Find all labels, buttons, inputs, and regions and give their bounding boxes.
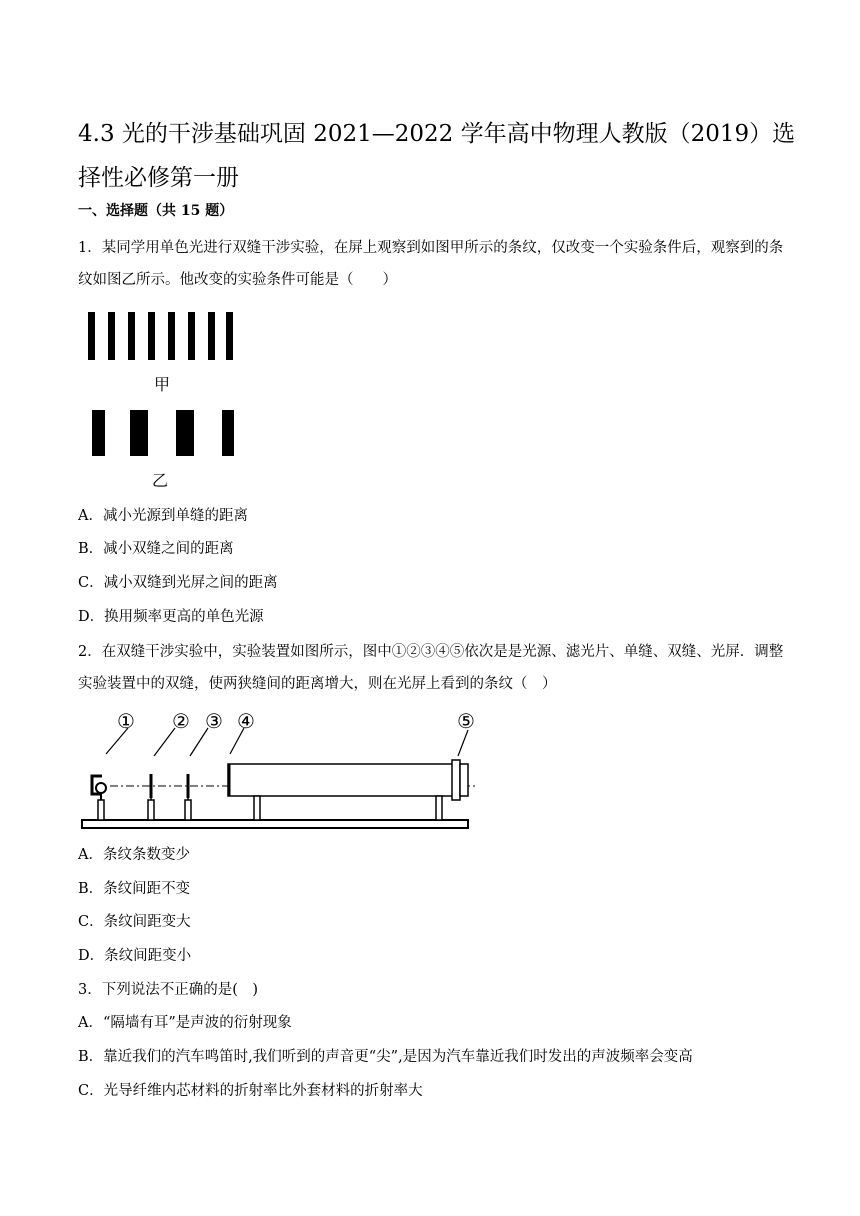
- label-2: ②: [172, 709, 190, 733]
- label-1: ①: [117, 709, 135, 733]
- q1-option-a: A．减小光源到单缝的距离: [78, 508, 248, 524]
- screen-holder: [452, 760, 460, 800]
- fringe-bar: [226, 312, 233, 360]
- label-4: ④: [237, 709, 255, 733]
- fringe-figure: [84, 308, 244, 490]
- fringe-bar: [188, 312, 195, 360]
- q2-option-a: A．条纹条数变少: [78, 847, 190, 863]
- fringe-bar: [92, 410, 105, 456]
- q3-option-a: A．“隔墙有耳”是声波的衍射现象: [78, 1015, 292, 1031]
- light-tube: [228, 764, 460, 796]
- question-1-text: 1．某同学用单色光进行双缝干涉实验，在屏上观察到如图甲所示的条纹，仅改变一个实验条件后，观察到的条纹如图乙所示。他改变的实验条件可能是（ ）: [78, 240, 784, 288]
- fringe-bar: [128, 312, 135, 360]
- question-2-text: 2．在双缝干涉实验中，实验装置如图所示，图中①②③④⑤依次是是光源、滤光片、单缝、双缝、光屏．调整实验装置中的双缝，使两狭缝间的距离增大，则在光屏上看到的条纹（ ）: [78, 644, 784, 692]
- q3-option-c: C．光导纤维内芯材料的折射率比外套材料的折射率大: [78, 1083, 423, 1099]
- section-heading: 一、选择题（共 15 题）: [78, 203, 234, 219]
- light-bulb-icon: [96, 783, 106, 793]
- fringe-bar: [108, 312, 115, 360]
- fringe-bar: [168, 312, 175, 360]
- fringe-bar: [208, 312, 215, 360]
- q1-option-c: C．减小双缝到光屏之间的距离: [78, 575, 278, 591]
- q2-option-c: C．条纹间距变大: [78, 914, 191, 930]
- base-plate: [82, 820, 468, 828]
- q2-option-d: D．条纹间距变小: [78, 948, 192, 964]
- stand: [98, 800, 104, 820]
- screen: [460, 764, 468, 796]
- q1-option-b: B．减小双缝之间的距离: [78, 541, 234, 557]
- q1-option-d: D．换用频率更高的单色光源: [78, 609, 264, 625]
- stand: [436, 796, 442, 820]
- stand: [148, 800, 154, 820]
- label-5: ⑤: [457, 709, 475, 733]
- document-title: 4.3 光的干涉基础巩固 2021—2022 学年高中物理人教版（2019）选择性必修第一册: [78, 121, 796, 191]
- label-3: ③: [205, 709, 223, 733]
- fringe-bar: [222, 410, 234, 456]
- stand: [185, 800, 191, 820]
- fringe-bar: [148, 312, 155, 360]
- double-slit-apparatus-figure: [78, 708, 478, 834]
- fringe-bar: [130, 410, 148, 456]
- q2-option-b: B．条纹间距不变: [78, 881, 191, 897]
- figure-label-jia: 甲: [153, 375, 170, 394]
- fringe-bar: [88, 312, 95, 360]
- stand: [254, 796, 260, 820]
- figure-label-yi: 乙: [151, 471, 168, 490]
- fringe-bar: [176, 410, 194, 456]
- question-3-text: 3．下列说法不正确的是( ): [78, 982, 259, 998]
- q3-option-b: B．靠近我们的汽车鸣笛时,我们听到的声音更“尖”,是因为汽车靠近我们时发出的声波频率会变高: [78, 1049, 693, 1065]
